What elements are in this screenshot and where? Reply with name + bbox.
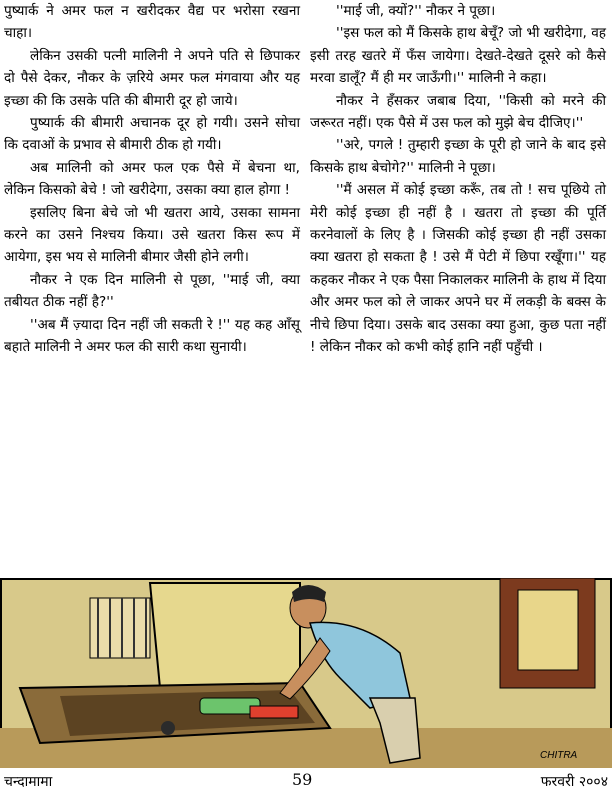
paragraph: पुष्यार्क की बीमारी अचानक दूर हो गयी। उसने सोचा कि दवाओं के प्रभाव से बीमारी ठीक हो गयी। (4, 115, 300, 154)
illustration-svg (0, 578, 612, 768)
paragraph: इसलिए बिना बेचे जो भी खतरा आये, उसका सामना करने का उसने निश्चय किया। उसे खतरा किस रूप में आयेगा, इस भय से मालिनी बीमार जैसी होने लगी। (4, 204, 300, 266)
coin-pouch (161, 721, 175, 735)
paragraph: ''अब मैं ज़्यादा दिन नहीं जी सकती रे !'' यह कह आँसू बहाते मालिनी ने अमर फल की सारी कथा सुनायी। (4, 316, 300, 356)
chest-lid (150, 583, 300, 688)
paragraph: ''इस फल को मैं किसके हाथ बेचूँ? जो भी खरीदेगा, वह इसी तरह खतरे में फँस जायेगा। देखते-देखते दूसरे को कैसे मरवा डालूँ? मैं ही मर जाऊँगी।'' मालिनी ने कहा। (310, 25, 606, 87)
paragraph: ''अरे, पगले ! तुम्हारी इच्छा के पूरी हो जाने के बाद इसे किसके हाथ बेचोगे?'' मालिनी ने पूछा। (310, 137, 606, 176)
right-column (310, 0, 606, 359)
paragraph: पुष्यार्क ने अमर फल न खरीदकर वैद्य पर भरोसा रखना चाहा। (4, 3, 300, 42)
magazine-name: चन्दामामा (4, 774, 53, 790)
paragraph: ''माई जी, क्यों?'' नौकर ने पूछा। (336, 3, 496, 19)
artist-signature: CHITRA (540, 750, 578, 761)
story-illustration (0, 578, 612, 768)
door-opening (518, 590, 578, 670)
paragraph: नौकर ने हँसकर जबाब दिया, ''किसी को मरने की जरूरत नहीं। एक पैसे में उस फल को मुझे बेच दीजिए।'' (310, 92, 606, 132)
left-column (4, 0, 300, 359)
page-footer (0, 770, 612, 792)
paragraph: नौकर ने एक दिन मालिनी से पूछा, ''माई जी, क्या तबीयत ठीक नहीं है?'' (4, 271, 300, 311)
red-cloth (250, 706, 298, 718)
page-number: 59 (292, 770, 313, 789)
paragraph: अब मालिनी को अमर फल एक पैसे में बेचना था, लेकिन किसको बेचे ! जो खरीदेगा, उसका क्या हाल होगा ! (4, 159, 300, 199)
paragraph: ''मैं असल में कोई इच्छा करूँ, तब तो ! सच पूछिये तो मेरी कोई इच्छा ही नहीं है । खतरा तो इच्छा की पूर्ति करनेवालों के लिए है । जिसकी कोई इच्छा ही नहीं उसका क्या खतरा हो सकता है ! उसे मैं पेटी में छिपा रखूँगा।'' यह कहकर नौकर ने एक पैसा निकालकर मालिनी के हाथ में दिया और अमर फल को ले जाकर अपने घर में लकड़ी के बक्स के नीचे छिपा दिया। उसके बाद उसका क्या हुआ, कुछ पता नहीं ! लेकिन नौकर को कभी कोई हानि नहीं पहुँची । (310, 182, 606, 356)
paragraph: लेकिन उसकी पत्नी मालिनी ने अपने पति से छिपाकर दो पैसे देकर, नौकर के ज़रिये अमर फल मंगवाया और यह इच्छा की कि उसके पति की बीमारी दूर हो जाये। (4, 47, 300, 109)
issue-date: फरवरी २००४ (540, 774, 608, 790)
